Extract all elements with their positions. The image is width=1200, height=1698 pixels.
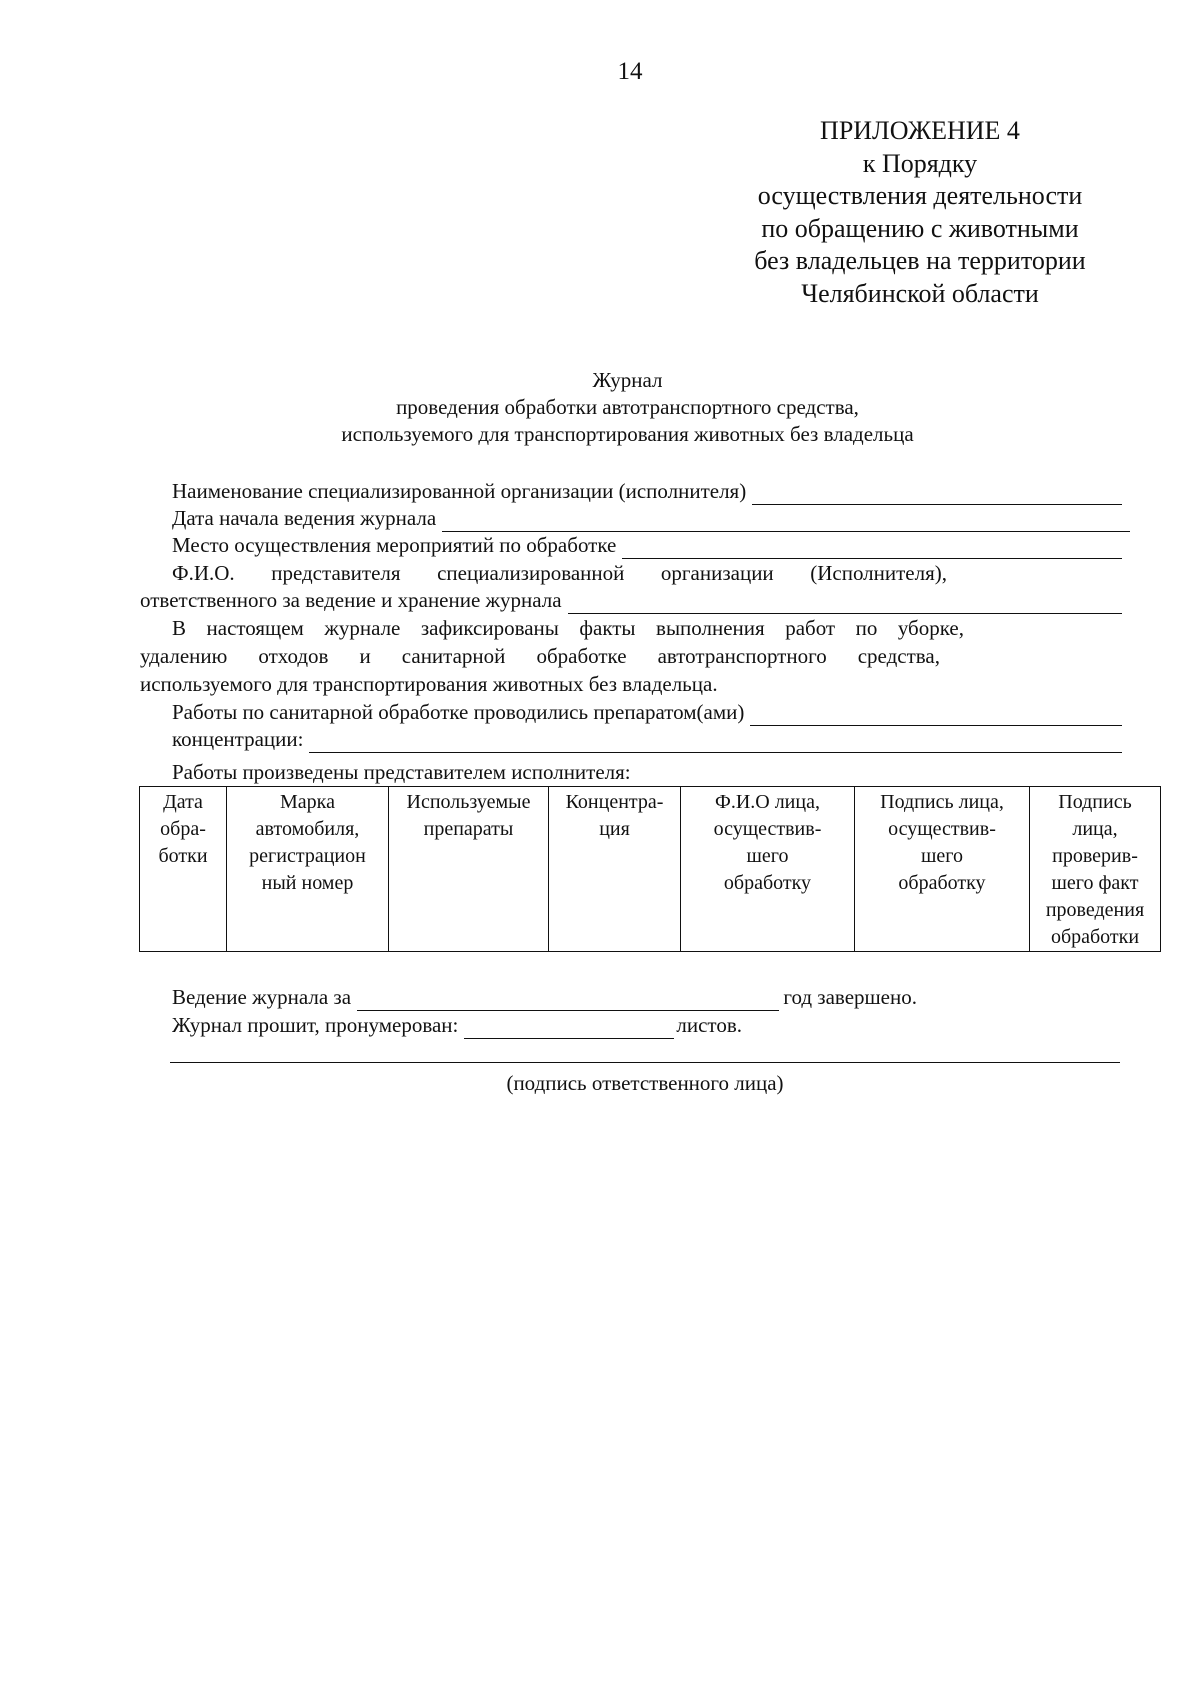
signature-caption: (подпись ответственного лица) — [506, 1071, 784, 1095]
preparations-blank[interactable] — [750, 705, 1122, 726]
signature-line[interactable] — [170, 1062, 1120, 1063]
start-date-label: Дата начала ведения журнала — [172, 506, 437, 530]
completed-year-blank[interactable] — [357, 990, 779, 1011]
appendix-header — [720, 115, 1120, 310]
place-label: Место осуществления мероприятий по обработке — [172, 533, 617, 557]
start-date-blank[interactable] — [442, 511, 1130, 532]
journal-subtitle: используемого для транспортирования животных без владельца — [341, 422, 914, 446]
facts-line-1: В настоящем журнале зафиксированы факты выполнения работ по уборке, — [172, 616, 964, 640]
appendix-title: ПРИЛОЖЕНИЕ 4 — [820, 116, 1020, 145]
preparations-label: Работы по санитарной обработке проводились препаратом(ами) — [172, 700, 745, 724]
place-blank[interactable] — [622, 538, 1122, 559]
column-header-preparations: Используемые препараты — [389, 787, 549, 952]
concentration-blank[interactable] — [309, 732, 1122, 753]
completed-suffix: год завершено. — [783, 985, 917, 1009]
appendix-line: к Порядку — [862, 148, 978, 178]
column-header-concentration: Концентра- ция — [549, 787, 681, 952]
representative-blank[interactable] — [568, 593, 1122, 614]
appendix-line: по обращению с животными — [761, 213, 1079, 243]
concentration-label: концентрации: — [172, 727, 304, 751]
place-field — [172, 532, 1122, 559]
appendix-line: без владельцев на территории — [754, 246, 1086, 275]
facts-line-2: удалению отходов и санитарной обработке автотранспортного средства, — [140, 644, 940, 668]
column-header-vehicle: Марка автомобиля, регистрацион ный номер — [227, 787, 389, 952]
preparations-field — [172, 699, 1122, 726]
journal-title-block — [150, 367, 1105, 448]
sewn-suffix: листов. — [676, 1013, 742, 1037]
org-name-label: Наименование специализированной организации (исполнителя) — [172, 479, 747, 503]
start-date-field — [172, 505, 1130, 532]
completed-year-field — [172, 984, 917, 1011]
representative-line-1: Ф.И.О. представителя специализированной организации (Исполнителя), — [172, 561, 947, 585]
appendix-line: осуществления деятельности — [757, 181, 1083, 210]
journal-table — [139, 786, 1161, 952]
sewn-field — [172, 1012, 742, 1039]
appendix-line: Челябинской области — [801, 278, 1039, 308]
completed-prefix: Ведение журнала за — [172, 985, 352, 1009]
column-header-date: Дата обра- ботки — [140, 787, 227, 952]
table-header-row — [140, 787, 1161, 952]
column-header-performer-signature: Подпись лица, осуществив- шего обработку — [855, 787, 1030, 952]
representative-label: ответственного за ведение и хранение журнала — [140, 588, 562, 612]
representative-field — [140, 587, 1122, 614]
facts-line-3: используемого для транспортирования животных без владельца. — [140, 672, 718, 696]
column-header-checker-signature: Подпись лица, проверив- шего факт проведения обработки — [1030, 787, 1161, 952]
org-name-field — [172, 478, 1122, 505]
org-name-blank[interactable] — [752, 484, 1122, 505]
performed-by-label: Работы произведены представителем исполнителя: — [172, 760, 631, 784]
journal-title: Журнал — [592, 368, 663, 392]
page-number: 14 — [617, 58, 643, 85]
column-header-performer-name: Ф.И.О лица, осуществив- шего обработку — [681, 787, 855, 952]
sheets-count-blank[interactable] — [464, 1018, 674, 1039]
concentration-field — [172, 726, 1122, 753]
journal-subtitle: проведения обработки автотранспортного средства, — [396, 395, 859, 419]
sewn-prefix: Журнал прошит, пронумерован: — [172, 1013, 459, 1037]
